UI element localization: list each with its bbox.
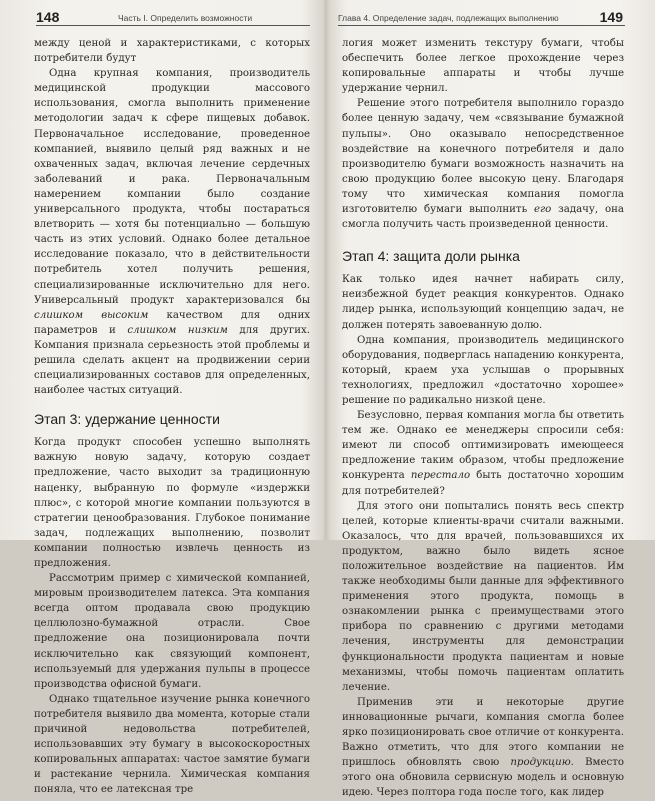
- paragraph-text: Применив эти и некоторые другие инновационные рычаги, компания смогла более ярко позиционировать свое отличие от конкурента. Важно отметить, что для этого компании не пришлось обновлять свою: [342, 696, 624, 769]
- paragraph-text: . Вместо этого она обновила сервисную модель и основную идею. Через полтора года после того, как лидер: [342, 757, 624, 799]
- right-page: [330, 0, 655, 799]
- emphasis-text: продукцию: [510, 757, 571, 769]
- paragraph-text: Рассмотрим пример с химической компанией, мировым производителем латекса. Эта компания всегда оптом продавала свою продукцию целлюлозно-бумажной отрасли. Свое предложение она позиционировала почти исключительно как связующий компонент, используемый для удержания пульпы в процессе производства офисной бумаги.: [34, 573, 310, 690]
- paragraph: [34, 571, 310, 692]
- paragraph: [34, 66, 310, 398]
- paragraph-text: Когда продукт способен успешно выполнять важную новую задачу, которую создает предложение, часто выходит за традиционную наценку, выбранную по формуле «издержки плюс», с которой многие компании пользуются в стратегии ценообразования. Глубокое понимание задач, подлежащих выполнению, позволит компании полностью извлечь ценность из предложения.: [34, 437, 310, 569]
- paragraph-text: быть достаточно хорошим для потребителей?: [342, 470, 624, 497]
- paragraph: [342, 96, 624, 232]
- section-heading: Этап 3: удержание ценности: [34, 411, 220, 428]
- emphasis-text: слишком высоким: [34, 309, 149, 321]
- paragraph: [34, 36, 310, 66]
- paragraph: [342, 333, 624, 408]
- page-body: [342, 36, 624, 801]
- paragraph-text: качеством для одних параметров и: [34, 309, 310, 336]
- header-rule: [36, 25, 310, 26]
- page-header: [330, 8, 655, 30]
- paragraph-text: Однако тщательное изучение рынка конечного потребителя выявило два момента, которые стали причиной недовольства потребителей, использовавших эту бумагу в высокоскоростных копировальных аппаратах: частое замятие бумаги и растекание чернила. Химическая компания поняла, что ее латексная тре: [34, 693, 310, 796]
- paragraph-text: Как только идея начнет набирать силу, неизбежной будет реакция конкурентов. Однако лидер рынка, использующий концепцию задач, не должен потерять завоеванную долю.: [342, 274, 624, 331]
- page-body: [34, 36, 310, 798]
- section-heading: Этап 4: защита доли рынка: [342, 248, 520, 265]
- paragraph-text: задачу, она смогла получить часть произведенной ценности.: [342, 204, 624, 231]
- page-number: 148: [36, 9, 60, 25]
- left-page: [0, 0, 322, 796]
- emphasis-text: слишком низким: [127, 324, 228, 336]
- paragraph: [342, 408, 624, 499]
- paragraph-text: Одна крупная компания, производитель медицинской продукции массового использования, смогла выполнить применение методологии задач к сфере пищевых добавок. Первоначальное исследование, проведенное компанией, выявило целый ряд важных и не охваченных задач, включая лечение сердечных заболеваний и рака. Первоначальным намерением компании было создание универсального продукта, чтобы постараться влетворить — хотя бы потенциально — большую часть из этих условий. Однако более детальное исследование показало, что в действительности потребитель хотел получить решения, специализированные исключительно для него. Универсальный продукт характеризовался бы: [34, 68, 310, 306]
- paragraph-text: Решение этого потребителя выполнило гораздо более ценную задачу, чем «связывание бумажной пульпы». Оно оказывало непосредственное воздействие на конечного потребителя и дало производителю бумаги возможность назначить на свою продукцию более высокую цену. Благодаря тому что химическая компания помогла изготовителю бумаги выполнить: [342, 98, 624, 216]
- emphasis-text: его: [534, 204, 552, 216]
- paragraph-text: между ценой и характеристиками, с которых потребители будут: [34, 38, 310, 65]
- paragraph: [34, 692, 310, 798]
- paragraph-text: для других. Компания признала серьезность этой проблемы и решила сделать акцент на продвижении серии специализированных составов для определенных, наиболее частых ситуаций.: [34, 324, 310, 397]
- emphasis-text: перестало: [410, 470, 471, 482]
- paragraph-text: логия может изменить текстуру бумаги, чтобы обеспечить более легкое прохождение через копировальные аппараты и чтобы лучше удержание чернил.: [342, 38, 624, 95]
- page-header: [0, 8, 322, 30]
- running-head: Часть I. Определить возможности: [118, 13, 253, 23]
- paragraph: [342, 499, 624, 695]
- paragraph: [34, 435, 310, 571]
- paragraph-text: Одна компания, производитель медицинского оборудования, подверглась нападению конкурента, который, краем уха услышав о прорывных технологиях, предложил «достаточно хорошее» решение по радикально низкой цене.: [342, 334, 624, 406]
- paragraph: [342, 695, 624, 801]
- page-number: 149: [599, 9, 623, 25]
- header-rule: [338, 25, 625, 26]
- paragraph: [342, 272, 624, 332]
- running-head: Глава 4. Определение задач, подлежащих выполнению: [338, 13, 559, 23]
- paragraph-text: Безусловно, первая компания могла бы ответить тем же. Однако ее менеджеры спросили себя: имеют ли способ оптимизировать имеющееся предложение таким образом, чтобы предложение конкурента: [342, 410, 624, 482]
- paragraph-text: Для этого они попытались понять весь спектр целей, которые клиенты-врачи считали важными. Оказалось, что для врачей, пользовавшихся их продуктом, важно было видеть ясное положительное воздействие на пациентов. Им также необходимы были данные для эффективного применения этого продукта, помощь в ознакомлении рынка с преимуществами этого прибора по сравнению с другими методами лечения, инструменты для демонстрации функциональности продукта пациентам и новые механизмы, чтобы помочь пациентам оплатить лечение.: [342, 500, 624, 693]
- paragraph: [342, 36, 624, 96]
